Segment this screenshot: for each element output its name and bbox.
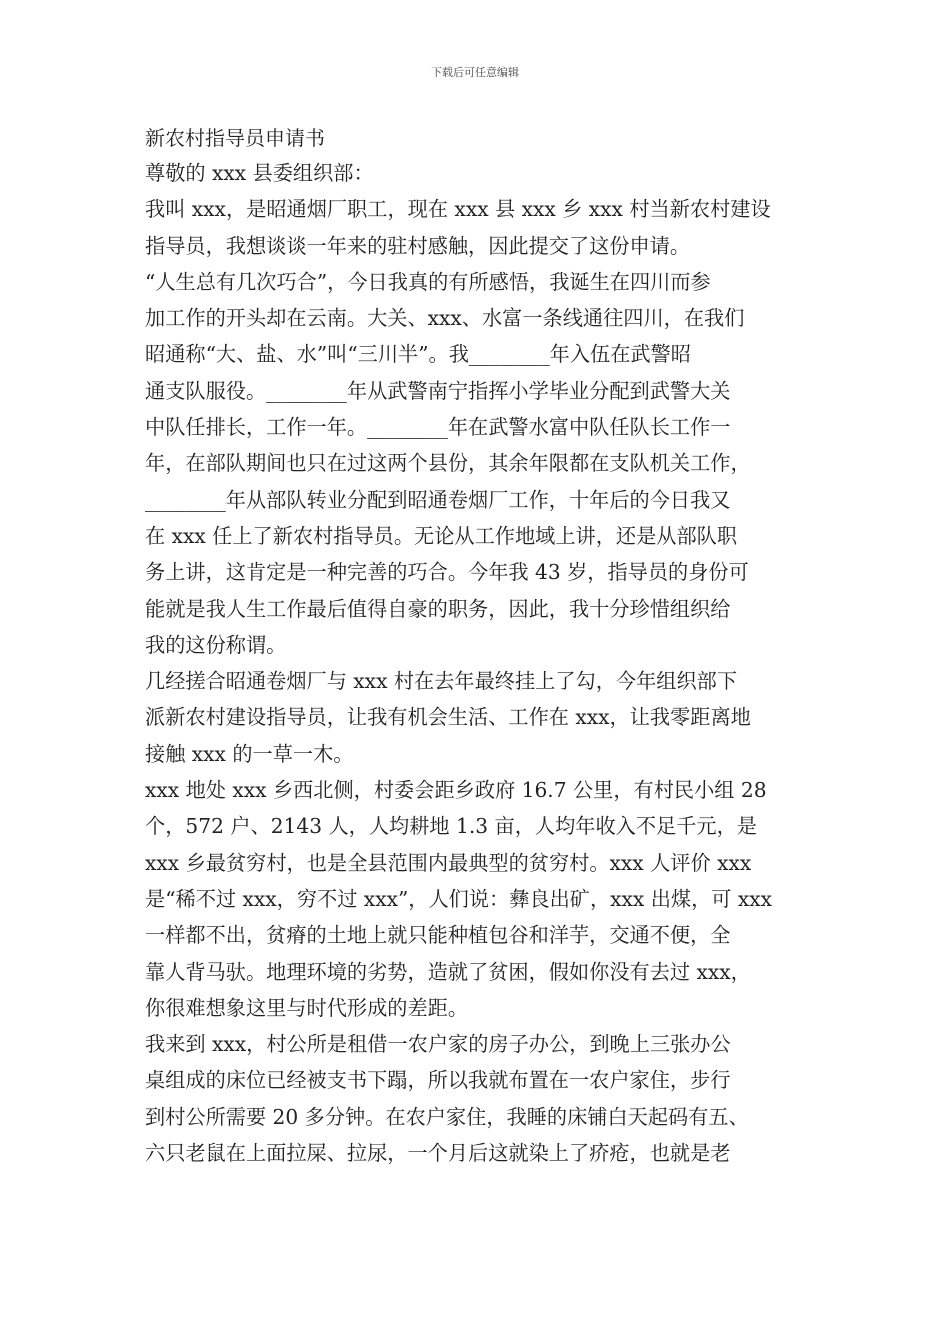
page-header: 下载后可任意编辑	[431, 66, 519, 79]
text-line: 是“稀不过 xxx，穷不过 xxx”，人们说：彝良出矿，xxx 出煤，可 xxx	[145, 886, 773, 911]
text-line: 能就是我人生工作最后值得自豪的职务，因此，我十分珍惜组织给	[145, 596, 731, 621]
text-line: 派新农村建设指导员，让我有机会生活、工作在 xxx，让我零距离地	[145, 705, 751, 730]
text-line: 六只老鼠在上面拉屎、拉尿，一个月后这就染上了疥疮，也就是老	[145, 1141, 731, 1166]
text-line: 指导员，我想谈谈一年来的驻村感触，因此提交了这份申请。	[145, 233, 691, 258]
text-line: 尊敬的 xxx 县委组织部：	[145, 161, 374, 185]
text-line: “人生总有几次巧合”，今日我真的有所感悟，我诞生在四川而参	[145, 269, 711, 294]
text-line: 到村公所需要 20 多分钟。在农户家住，我睡的床铺白天起码有五、	[145, 1104, 749, 1129]
text-line: 接触 xxx 的一草一木。	[145, 741, 354, 766]
text-line: 桌组成的床位已经被支书下蹋，所以我就布置在一农户家住，步行	[145, 1068, 731, 1093]
text-line: 昭通称“大、盐、水”叫“三川半”。我________年入伍在武警昭	[145, 342, 691, 367]
text-line: 我来到 xxx，村公所是租借一农户家的房子办公，到晚上三张办公	[145, 1032, 731, 1057]
text-line: 加工作的开头却在云南。大关、xxx、水富一条线通往四川，在我们	[145, 306, 745, 331]
text-line: 在 xxx 任上了新农村指导员。无论从工作地域上讲，还是从部队职	[145, 523, 738, 548]
text-line: 务上讲，这肯定是一种完善的巧合。今年我 43 岁，指导员的身份可	[145, 560, 749, 585]
text-line: xxx 地处 xxx 乡西北侧，村委会距乡政府 16.7 公里，有村民小组 28	[145, 778, 767, 803]
document-title: 新农村指导员申请书	[145, 126, 325, 150]
text-line: xxx 乡最贫穷村，也是全县范围内最典型的贫穷村。xxx 人评价 xxx	[145, 850, 752, 875]
text-line: 靠人背马驮。地理环境的劣势，造就了贫困，假如你没有去过 xxx，	[145, 959, 751, 984]
text-line: ________年从部队转业分配到昭通卷烟厂工作，十年后的今日我又	[145, 487, 731, 512]
text-line: 中队任排长，工作一年。________年在武警水富中队任队长工作一	[145, 415, 731, 440]
text-line: 我的这份称谓。	[145, 632, 287, 657]
text-line: 几经搓合昭通卷烟厂与 xxx 村在去年最终挂上了勾，今年组织部下	[145, 669, 738, 694]
text-line: 个，572 户、2143 人，人均耕地 1.3 亩，人均年收入不足千元，是	[145, 814, 757, 839]
text-line: 你很难想象这里与时代形成的差距。	[145, 995, 469, 1020]
text-line: 我叫 xxx，是昭通烟厂职工，现在 xxx 县 xxx 乡 xxx 村当新农村建设	[145, 197, 771, 222]
text-line: 一样都不出，贫瘠的土地上就只能种植包谷和洋芋，交通不便，全	[145, 923, 731, 948]
text-line: 年，在部队期间也只在过这两个县份，其余年限都在支队机关工作，	[145, 451, 751, 476]
document-body	[145, 155, 815, 1171]
text-line: 通支队服役。________年从武警南宁指挥小学毕业分配到武警大关	[145, 378, 731, 403]
